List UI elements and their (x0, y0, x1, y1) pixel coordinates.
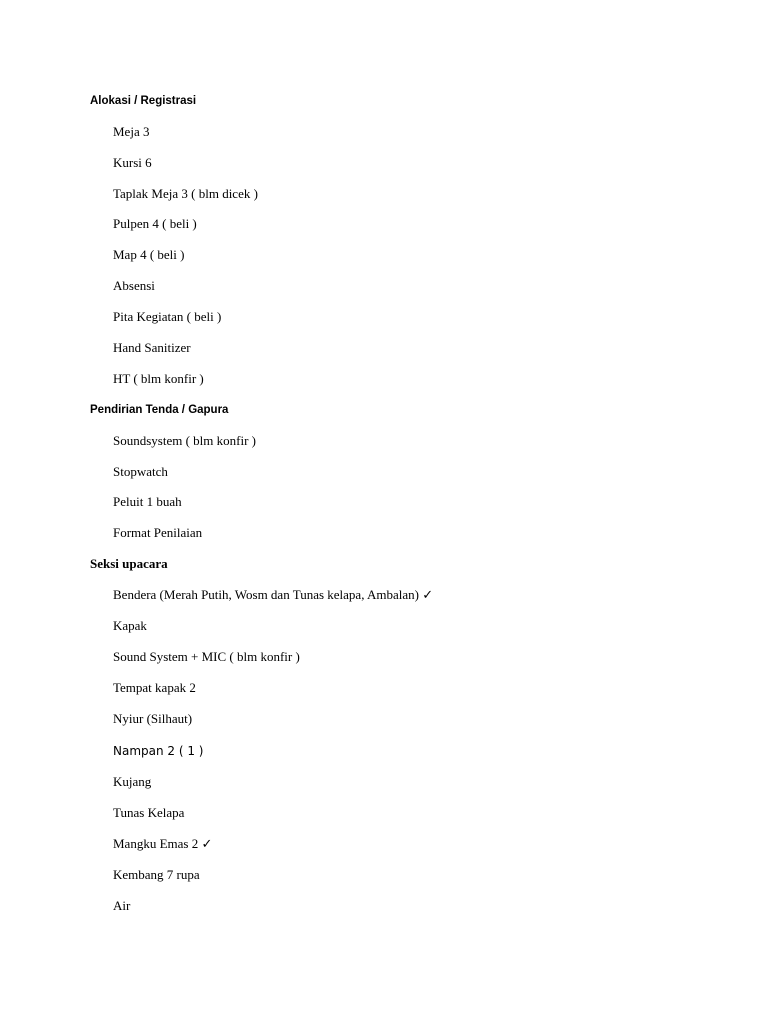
list-item: Map 4 ( beli ) (113, 247, 185, 262)
list-item: Absensi (113, 278, 155, 293)
list-item: Pulpen 4 ( beli ) (113, 216, 197, 231)
list-item: Hand Sanitizer (113, 340, 191, 355)
list-item: Pita Kegiatan ( beli ) (113, 309, 222, 324)
section-heading-pendirian: Pendirian Tenda / Gapura (90, 404, 229, 416)
list-item: Air (113, 898, 131, 913)
list-item: Tunas Kelapa (113, 805, 185, 820)
list-item: Stopwatch (113, 464, 168, 479)
list-item: Nampan 2 ( 1 ) (113, 744, 204, 758)
list-item: Mangku Emas 2 ✓ (113, 836, 213, 851)
list-item: Taplak Meja 3 ( blm dicek ) (113, 186, 258, 201)
list-item: Kujang (113, 774, 152, 789)
list-item: Tempat kapak 2 (113, 680, 196, 695)
list-item: Kembang 7 rupa (113, 867, 200, 882)
list-item: Soundsystem ( blm konfir ) (113, 433, 256, 448)
list-item: Kursi 6 (113, 155, 152, 170)
list-item: Nyiur (Silhaut) (113, 711, 193, 726)
list-item: HT ( blm konfir ) (113, 371, 204, 386)
list-item: Bendera (Merah Putih, Wosm dan Tunas kelapa, Ambalan) ✓ (113, 587, 434, 602)
list-item: Peluit 1 buah (113, 494, 182, 509)
section-heading-upacara: Seksi upacara (90, 556, 168, 571)
list-item: Meja 3 (113, 124, 150, 139)
list-item: Format Penilaian (113, 525, 203, 540)
list-item: Kapak (113, 618, 147, 633)
section-heading-alokasi: Alokasi / Registrasi (90, 95, 197, 107)
list-item: Sound System + MIC ( blm konfir ) (113, 649, 300, 664)
